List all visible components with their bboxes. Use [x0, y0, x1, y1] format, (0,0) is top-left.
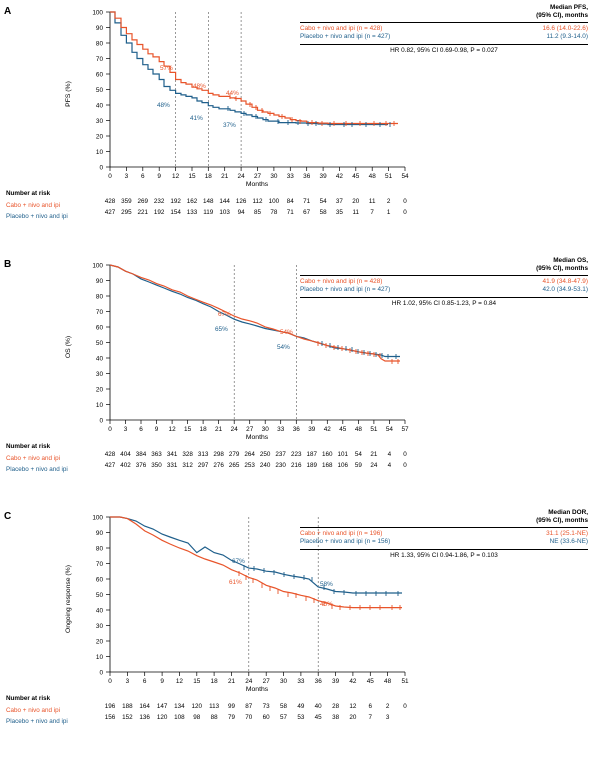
svg-text:18: 18 [199, 426, 207, 433]
risk-row-placebo [6, 462, 426, 473]
panel-b-annotation-2: 54% [280, 329, 293, 336]
svg-text:OS (%): OS (%) [65, 335, 72, 359]
risk-row-cabo [6, 451, 426, 462]
svg-text:0: 0 [99, 417, 103, 425]
svg-text:PFS (%): PFS (%) [65, 81, 72, 107]
panel-c [0, 505, 600, 757]
panel-c-letter: C [4, 511, 12, 522]
svg-text:9: 9 [160, 678, 164, 685]
svg-text:12: 12 [175, 678, 183, 685]
svg-text:40: 40 [95, 102, 103, 110]
panel-a-annotation-4: 44% [226, 90, 239, 97]
panel-a-annotation-5: 37% [223, 122, 236, 129]
svg-text:50: 50 [95, 339, 103, 347]
svg-text:50: 50 [95, 86, 103, 94]
panel-c-legend-row-1 [300, 538, 588, 546]
svg-text:30: 30 [95, 370, 103, 378]
risk-title: Number at risk [6, 695, 51, 702]
legend-series-value: 16.6 (14.0-22.6) [542, 25, 588, 32]
svg-text:3: 3 [123, 426, 128, 433]
svg-text:18: 18 [204, 173, 212, 180]
svg-text:10: 10 [95, 653, 103, 661]
svg-text:42: 42 [335, 173, 343, 180]
svg-text:20: 20 [95, 386, 103, 394]
svg-text:6: 6 [139, 426, 143, 433]
svg-text:Months: Months [245, 181, 269, 187]
svg-text:100: 100 [92, 514, 103, 522]
svg-text:20: 20 [95, 133, 103, 141]
svg-text:Months: Months [245, 686, 269, 692]
risk-row-cabo [6, 703, 426, 714]
legend-series-label: Cabo + nivo and ipi (n = 196) [300, 530, 383, 537]
panel-a-legend-title: Median PFS, (95% CI), months [536, 4, 588, 19]
panel-a-hazard-ratio: HR 0.82, 95% CI 0.69-0.98, P = 0.027 [300, 44, 588, 54]
risk-row-values: 156 152 136 120 108 98 88 79 70 60 57 53 45 38 20 7 3 [104, 714, 390, 721]
panel-c-annotation-3: 46% [320, 601, 333, 608]
risk-row-label: Cabo + nivo and ipi [6, 202, 61, 209]
panel-b-risk-table [6, 443, 426, 473]
svg-text:100: 100 [92, 9, 103, 17]
panel-a-letter: A [4, 6, 12, 17]
svg-text:33: 33 [286, 173, 294, 180]
legend-series-value: 41.9 (34.8-47.9) [542, 278, 588, 285]
svg-text:27: 27 [246, 426, 254, 433]
svg-text:45: 45 [352, 173, 360, 180]
svg-text:90: 90 [95, 24, 103, 32]
svg-text:12: 12 [172, 173, 180, 180]
risk-row-cabo [6, 198, 426, 209]
svg-text:50: 50 [95, 591, 103, 599]
panel-a-annotation-1: 48% [157, 102, 170, 109]
svg-text:0: 0 [108, 678, 112, 685]
svg-text:10: 10 [95, 148, 103, 156]
panel-c-risk-table [6, 695, 426, 725]
panel-b-legend-title: Median OS, (95% CI), months [536, 257, 588, 272]
svg-text:15: 15 [188, 173, 196, 180]
svg-text:80: 80 [95, 40, 103, 48]
panel-a-annotation-3: 41% [190, 115, 203, 122]
risk-row-values: 428 359 269 232 192 162 148 144 126 112 100 84 71 54 37 20 11 2 0 [104, 198, 407, 205]
panel-c-legend-row-0 [300, 530, 588, 538]
svg-text:48: 48 [368, 173, 376, 180]
svg-text:12: 12 [168, 426, 176, 433]
risk-row-label: Cabo + nivo and ipi [6, 455, 61, 462]
svg-text:39: 39 [308, 426, 316, 433]
svg-text:57: 57 [401, 426, 409, 433]
svg-text:24: 24 [237, 173, 245, 180]
svg-text:21: 21 [215, 426, 223, 433]
svg-text:70: 70 [95, 308, 103, 316]
svg-text:30: 30 [270, 173, 278, 180]
legend-series-label: Cabo + nivo and ipi (n = 428) [300, 25, 383, 32]
svg-text:45: 45 [339, 426, 347, 433]
svg-text:24: 24 [245, 678, 253, 685]
panel-b-legend-row-1 [300, 286, 588, 294]
svg-text:51: 51 [385, 173, 393, 180]
panel-a [0, 0, 600, 253]
svg-text:100: 100 [92, 262, 103, 270]
svg-text:30: 30 [95, 622, 103, 630]
panel-a-legend-row-1 [300, 33, 588, 41]
svg-text:36: 36 [292, 426, 300, 433]
svg-text:42: 42 [349, 678, 357, 685]
risk-title: Number at risk [6, 190, 51, 197]
legend-series-value: 11.2 (9.3-14.0) [546, 33, 588, 41]
svg-text:9: 9 [154, 426, 159, 433]
svg-text:80: 80 [95, 293, 103, 301]
svg-text:80: 80 [95, 545, 103, 553]
svg-text:27: 27 [262, 678, 270, 685]
panel-b-legend-row-0 [300, 278, 588, 286]
legend-series-label: Cabo + nivo and ipi (n = 428) [300, 278, 383, 285]
svg-text:30: 30 [279, 678, 288, 685]
svg-text:0: 0 [99, 164, 103, 172]
svg-text:33: 33 [297, 678, 305, 685]
svg-text:33: 33 [277, 426, 285, 433]
risk-row-label: Placebo + nivo and ipi [6, 718, 68, 725]
svg-text:30: 30 [261, 426, 269, 433]
svg-text:21: 21 [227, 678, 236, 685]
panel-c-legend [300, 509, 588, 559]
panel-a-legend [300, 4, 588, 54]
svg-text:9: 9 [157, 173, 161, 180]
svg-text:54: 54 [385, 426, 393, 433]
svg-text:6: 6 [141, 173, 145, 180]
risk-row-placebo [6, 209, 426, 220]
svg-text:60: 60 [95, 71, 103, 79]
svg-text:36: 36 [303, 173, 311, 180]
svg-text:40: 40 [95, 607, 103, 615]
panel-b-annotation-3: 54% [277, 344, 290, 351]
svg-text:10: 10 [95, 401, 103, 409]
svg-text:60: 60 [95, 576, 103, 584]
panel-b-annotation-1: 65% [215, 326, 228, 333]
svg-text:90: 90 [95, 277, 103, 285]
svg-text:21: 21 [221, 173, 229, 180]
panel-c-legend-title: Median DOR, (95% CI), months [536, 509, 588, 524]
svg-text:24: 24 [230, 426, 238, 433]
panel-c-annotation-0: 67% [232, 558, 245, 565]
risk-row-label: Cabo + nivo and ipi [6, 707, 61, 714]
legend-series-value: 31.1 (25.1-NE) [546, 530, 588, 537]
svg-text:6: 6 [142, 678, 147, 685]
svg-text:Months: Months [245, 434, 269, 440]
panel-b-hazard-ratio: HR 1.02, 95% CI 0.85-1.23, P = 0.84 [300, 297, 588, 307]
risk-row-values: 427 295 221 192 154 133 119 103 94 85 78 71 67 58 35 11 7 1 0 [104, 209, 407, 216]
svg-text:3: 3 [125, 678, 130, 685]
risk-row-label: Placebo + nivo and ipi [6, 466, 68, 473]
legend-series-label: Placebo + nivo and ipi (n = 156) [300, 538, 391, 546]
legend-series-label: Placebo + nivo and ipi (n = 427) [300, 33, 391, 41]
svg-text:45: 45 [366, 678, 374, 685]
risk-row-values: 427 402 376 350 331 312 297 276 265 253 240 230 216 189 168 106 59 24 4 0 [104, 462, 407, 469]
svg-text:48: 48 [354, 426, 362, 433]
svg-text:30: 30 [95, 117, 103, 125]
panel-b-annotation-0: 67% [218, 311, 231, 318]
panel-c-annotation-2: 58% [320, 581, 333, 588]
svg-text:39: 39 [332, 678, 340, 685]
svg-text:15: 15 [184, 426, 192, 433]
svg-text:20: 20 [95, 638, 103, 646]
svg-text:51: 51 [370, 426, 378, 433]
svg-text:40: 40 [95, 355, 103, 363]
legend-series-value: 42.0 (34.9-53.1) [542, 286, 588, 294]
svg-text:90: 90 [95, 529, 103, 537]
panel-a-annotation-0: 57% [160, 65, 173, 72]
legend-series-value: NE (33.6-NE) [549, 538, 588, 546]
risk-row-placebo [6, 714, 426, 725]
svg-text:3: 3 [124, 173, 129, 180]
panel-a-annotation-2: 48% [193, 83, 206, 90]
panel-b-letter: B [4, 259, 12, 270]
risk-row-values: 196 188 164 147 134 120 113 99 87 73 58 49 40 28 12 6 2 0 [104, 703, 407, 710]
svg-text:27: 27 [253, 173, 262, 180]
svg-text:42: 42 [323, 426, 331, 433]
svg-text:70: 70 [95, 560, 103, 568]
svg-text:51: 51 [401, 678, 409, 685]
svg-text:0: 0 [108, 173, 112, 180]
svg-text:60: 60 [95, 324, 103, 332]
svg-text:36: 36 [314, 678, 322, 685]
svg-text:70: 70 [95, 55, 103, 63]
panel-b [0, 253, 600, 505]
svg-text:0: 0 [99, 669, 103, 677]
panel-a-risk-table [6, 190, 426, 220]
panel-c-hazard-ratio: HR 1.33, 95% CI 0.94-1.86, P = 0.103 [300, 549, 588, 559]
svg-text:39: 39 [319, 173, 327, 180]
legend-series-label: Placebo + nivo and ipi (n = 427) [300, 286, 391, 294]
risk-row-label: Placebo + nivo and ipi [6, 213, 68, 220]
svg-text:0: 0 [108, 426, 112, 433]
panel-b-legend [300, 257, 588, 307]
svg-text:18: 18 [210, 678, 218, 685]
panel-a-legend-row-0 [300, 25, 588, 33]
svg-text:54: 54 [401, 173, 409, 180]
risk-row-values: 428 404 384 363 341 328 313 298 279 264 250 237 223 187 160 101 54 21 4 0 [104, 451, 407, 458]
risk-title: Number at risk [6, 443, 51, 450]
svg-text:15: 15 [193, 678, 201, 685]
svg-text:48: 48 [384, 678, 392, 685]
svg-text:Ongoing response (%): Ongoing response (%) [65, 564, 72, 634]
panel-c-annotation-1: 61% [229, 579, 242, 586]
